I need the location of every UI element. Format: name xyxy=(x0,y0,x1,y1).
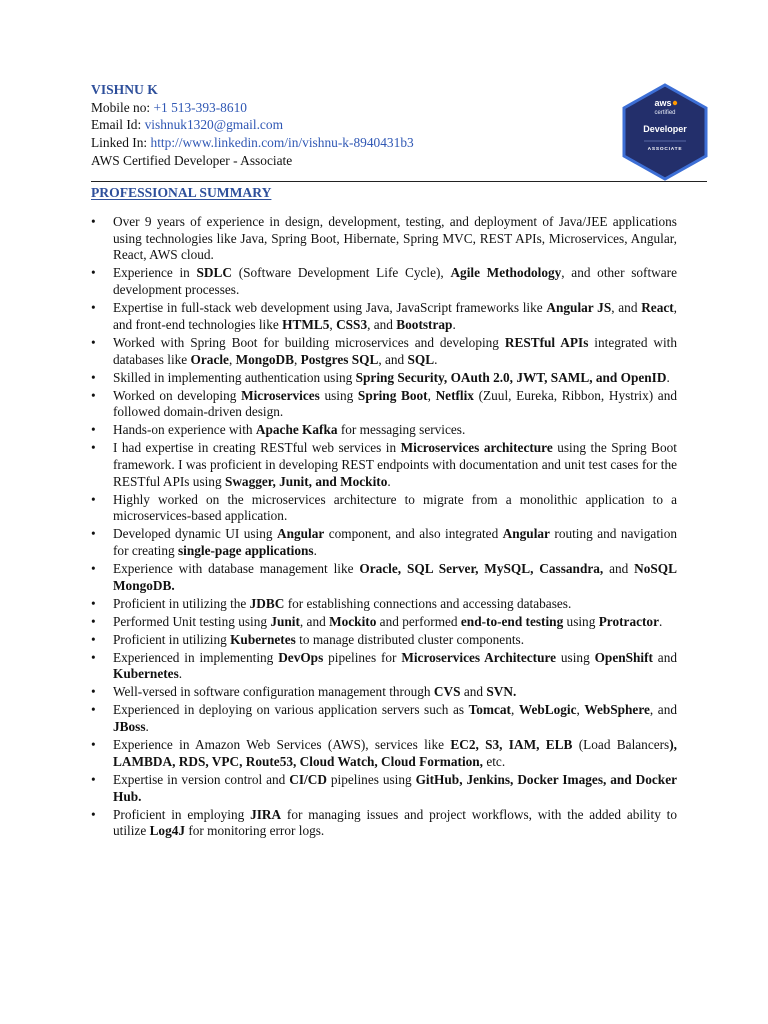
summary-item xyxy=(91,370,677,387)
summary-text: , xyxy=(293,351,301,367)
summary-keyword: end-to-end testing xyxy=(460,613,564,629)
summary-text: using xyxy=(556,649,595,665)
summary-text: Experienced in implementing xyxy=(113,649,279,665)
bullet-icon: • xyxy=(91,526,96,542)
mobile-number-link[interactable]: +1 513-393-8610 xyxy=(153,99,247,115)
summary-text: , and xyxy=(299,613,330,629)
summary-keyword: RESTful APIs xyxy=(504,334,589,350)
summary-keyword: EC2, S3, IAM, ELB xyxy=(450,737,573,753)
summary-text: Experience in xyxy=(113,265,197,281)
email-line xyxy=(91,116,414,134)
summary-text: for messaging services. xyxy=(337,422,466,438)
summary-item xyxy=(91,526,677,559)
summary-text: Hands-on experience with xyxy=(113,422,256,438)
summary-item xyxy=(91,422,677,439)
summary-keyword: WebLogic xyxy=(518,702,577,718)
summary-text: , and xyxy=(378,351,408,367)
summary-text: . xyxy=(313,543,317,559)
summary-text: . xyxy=(145,719,149,735)
summary-text: (Zuul, Eureka, Ribbon, Hystrix) and followed domain-driven design. xyxy=(113,387,677,420)
summary-item xyxy=(91,561,677,594)
summary-keyword: Log4J xyxy=(149,823,186,839)
summary-text: for establishing connections and accessing databases. xyxy=(284,595,572,611)
summary-item xyxy=(91,684,677,701)
summary-text: , and front-end technologies like xyxy=(113,300,677,332)
summary-keyword: Tomcat xyxy=(468,702,511,718)
summary-text: Proficient in employing xyxy=(113,806,251,822)
summary-keyword: SQL xyxy=(407,351,435,367)
summary-item xyxy=(91,388,677,421)
summary-keyword: Netflix xyxy=(435,387,474,403)
badge-certified-text: certified xyxy=(654,110,676,116)
summary-keyword: Protractor xyxy=(598,613,659,629)
bullet-icon: • xyxy=(91,300,96,316)
summary-keyword: Angular JS xyxy=(546,300,612,316)
summary-text: Experienced in deploying on various application servers such as xyxy=(113,702,469,718)
summary-keyword: Kubernetes xyxy=(113,666,179,682)
bullet-icon: • xyxy=(91,369,96,385)
summary-text: Expertise in version control and xyxy=(113,771,290,787)
summary-keyword: Microservices Architecture xyxy=(401,649,557,665)
bullet-icon: • xyxy=(91,561,96,577)
summary-keyword: CI/CD xyxy=(289,771,327,787)
summary-text: Over 9 years of experience in design, development, testing, and deployment of Java/JEE applications using technologies like Java, Spring Boot, Hibernate, Spring MVC, REST APIs, Microservices, Angular, React, AWS cloud. xyxy=(113,214,677,263)
summary-text: Worked on developing xyxy=(113,387,242,403)
summary-item xyxy=(91,214,677,264)
bullet-icon: • xyxy=(91,334,96,350)
summary-text: Experience with database management like xyxy=(113,561,360,577)
email-label: Email Id: xyxy=(91,117,145,133)
summary-keyword: Swagger, Junit, and Mockito xyxy=(224,473,388,489)
summary-text: and xyxy=(603,561,635,577)
summary-text: . xyxy=(452,316,456,332)
summary-text: Proficient in utilizing xyxy=(113,631,231,647)
summary-text: . xyxy=(666,369,670,385)
summary-keyword: Apache Kafka xyxy=(255,422,338,438)
bullet-icon: • xyxy=(91,387,96,403)
summary-text: . xyxy=(178,666,183,682)
summary-text: Highly worked on the microservices architecture to migrate from a monolithic application to a microservices-based application. xyxy=(113,491,677,524)
summary-text: , xyxy=(228,351,236,367)
linkedin-label: Linked In: xyxy=(91,135,151,151)
summary-item xyxy=(91,596,677,613)
summary-keyword: Oracle, SQL Server, MySQL, Cassandra, xyxy=(359,561,604,577)
summary-keyword: DevOps xyxy=(278,649,324,665)
summary-text: and xyxy=(652,649,678,665)
summary-keyword: OpenShift xyxy=(594,649,653,665)
summary-keyword: Microservices architecture xyxy=(400,440,553,456)
summary-text: , xyxy=(510,702,519,718)
summary-keyword: Spring Boot xyxy=(357,387,428,403)
summary-keyword: single-page applications xyxy=(177,543,314,559)
bullet-icon: • xyxy=(91,631,96,647)
summary-text: Developed dynamic UI using xyxy=(113,526,277,542)
bullet-icon: • xyxy=(91,265,96,281)
summary-keyword: JDBC xyxy=(249,595,285,611)
summary-text: I had expertise in creating RESTful web services in xyxy=(113,440,401,456)
summary-text: pipelines using xyxy=(326,771,416,787)
professional-summary-heading: PROFESSIONAL SUMMARY xyxy=(91,185,272,200)
summary-text: Proficient in utilizing the xyxy=(113,595,250,611)
summary-text: for monitoring error logs. xyxy=(185,823,325,839)
summary-text: , and other software development processes. xyxy=(113,265,677,298)
summary-text: Performed Unit testing using xyxy=(113,613,271,629)
summary-keyword: SVN. xyxy=(486,684,517,700)
header-divider xyxy=(91,181,707,182)
summary-item xyxy=(91,737,677,770)
summary-keyword: CVS xyxy=(433,684,461,700)
bullet-icon: • xyxy=(91,702,96,718)
badge-level-text: ASSOCIATE xyxy=(647,147,683,152)
summary-text: to manage distributed cluster components. xyxy=(295,631,525,647)
summary-keyword: JBoss xyxy=(113,719,146,735)
summary-text: Expertise in full-stack web development using Java, JavaScript frameworks like xyxy=(113,300,547,316)
summary-text: , and xyxy=(649,702,677,718)
bullet-icon: • xyxy=(91,649,96,665)
summary-text: , and xyxy=(367,316,397,332)
summary-list xyxy=(91,214,677,841)
summary-text: and xyxy=(460,684,487,700)
mobile-line xyxy=(91,99,414,117)
summary-text: . xyxy=(434,351,438,367)
summary-text: routing and navigation for creating xyxy=(113,526,677,559)
bullet-icon: • xyxy=(91,684,96,700)
summary-keyword: Microservices xyxy=(241,387,320,403)
summary-keyword: Junit xyxy=(270,613,300,629)
summary-keyword: Angular xyxy=(276,526,325,542)
bullet-icon: • xyxy=(91,613,96,629)
summary-keyword: SDLC xyxy=(196,265,233,281)
summary-keyword: Bootstrap xyxy=(396,316,453,332)
linkedin-link[interactable]: http://www.linkedin.com/in/vishnu-k-8940431b3 xyxy=(150,135,414,151)
summary-keyword: HTML5 xyxy=(282,316,330,332)
summary-text: component, and also integrated xyxy=(324,526,503,542)
summary-text: using the Spring Boot framework. I was proficient in developing REST endpoints with documentation and unit test cases for the RESTful APIs using xyxy=(113,440,677,489)
summary-keyword: JIRA xyxy=(250,806,282,822)
summary-text: Experience in Amazon Web Services (AWS), services like xyxy=(113,737,451,753)
summary-text: (Software Development Life Cycle), xyxy=(232,265,451,281)
summary-text: Skilled in implementing authentication using xyxy=(113,369,356,385)
badge-role-text: Developer xyxy=(643,124,687,134)
contact-header xyxy=(91,81,414,170)
summary-text: , xyxy=(427,387,436,403)
summary-text: , xyxy=(329,316,337,332)
bullet-icon: • xyxy=(91,422,96,438)
summary-item xyxy=(91,265,677,298)
summary-text: integrated with databases like xyxy=(113,334,678,367)
summary-item xyxy=(91,702,677,735)
summary-item xyxy=(91,335,677,368)
bullet-icon: • xyxy=(91,595,96,611)
summary-keyword: Kubernetes xyxy=(230,631,296,647)
linkedin-line xyxy=(91,134,414,152)
summary-text: . xyxy=(387,473,391,489)
mobile-label: Mobile no: xyxy=(91,99,154,115)
summary-text: , xyxy=(576,702,585,718)
summary-text: . xyxy=(658,613,663,629)
summary-keyword: Oracle xyxy=(190,351,229,367)
summary-text: using xyxy=(319,387,358,403)
summary-keyword: Angular xyxy=(502,526,550,542)
certification-line: AWS Certified Developer - Associate xyxy=(91,152,293,168)
summary-keyword: CSS3 xyxy=(336,316,368,332)
aws-certified-developer-badge-icon xyxy=(620,82,710,182)
summary-keyword: Agile Methodology xyxy=(450,265,562,281)
summary-keyword: React xyxy=(641,300,674,316)
summary-item xyxy=(91,772,677,805)
candidate-name: VISHNU K xyxy=(91,82,158,97)
summary-text: using xyxy=(563,613,599,629)
summary-text: , and xyxy=(611,300,642,316)
summary-keyword: GitHub, Jenkins, Docker Images, and Docker Hub. xyxy=(113,771,677,804)
summary-item xyxy=(91,300,677,333)
summary-text: pipelines for xyxy=(323,649,402,665)
summary-text: and performed xyxy=(376,613,461,629)
bullet-icon: • xyxy=(91,771,96,787)
summary-keyword: ), LAMBDA, RDS, VPC, Route53, Cloud Watch, Cloud Formation, xyxy=(113,737,677,769)
bullet-icon: • xyxy=(91,214,96,229)
summary-keyword: Spring Security, OAuth 2.0, JWT, SAML, and OpenID xyxy=(355,369,667,385)
summary-item xyxy=(91,614,677,631)
bullet-icon: • xyxy=(91,491,96,507)
bullet-icon: • xyxy=(91,737,96,753)
badge-brand-text: aws xyxy=(654,98,672,108)
summary-item xyxy=(91,492,677,525)
summary-keyword: WebSphere xyxy=(584,702,650,718)
summary-text: etc. xyxy=(483,753,506,769)
summary-item xyxy=(91,440,677,490)
bullet-icon: • xyxy=(91,440,96,456)
summary-text: Well-versed in software configuration management through xyxy=(113,684,434,700)
summary-keyword: NoSQL MongoDB. xyxy=(113,561,677,593)
badge-accent-dot xyxy=(673,101,677,105)
summary-keyword: MongoDB xyxy=(235,351,294,367)
summary-text: Worked with Spring Boot for building microservices and developing xyxy=(113,334,505,350)
summary-text: (Load Balancers xyxy=(572,737,670,753)
summary-keyword: Postgres SQL xyxy=(300,351,379,367)
summary-item xyxy=(91,650,677,683)
email-link[interactable]: vishnuk1320@gmail.com xyxy=(144,117,283,133)
summary-item xyxy=(91,632,677,649)
summary-text: for managing issues and project workflows, with the added ability to utilize xyxy=(113,806,677,839)
summary-keyword: Mockito xyxy=(329,613,377,629)
bullet-icon: • xyxy=(91,806,96,822)
summary-item xyxy=(91,807,677,840)
